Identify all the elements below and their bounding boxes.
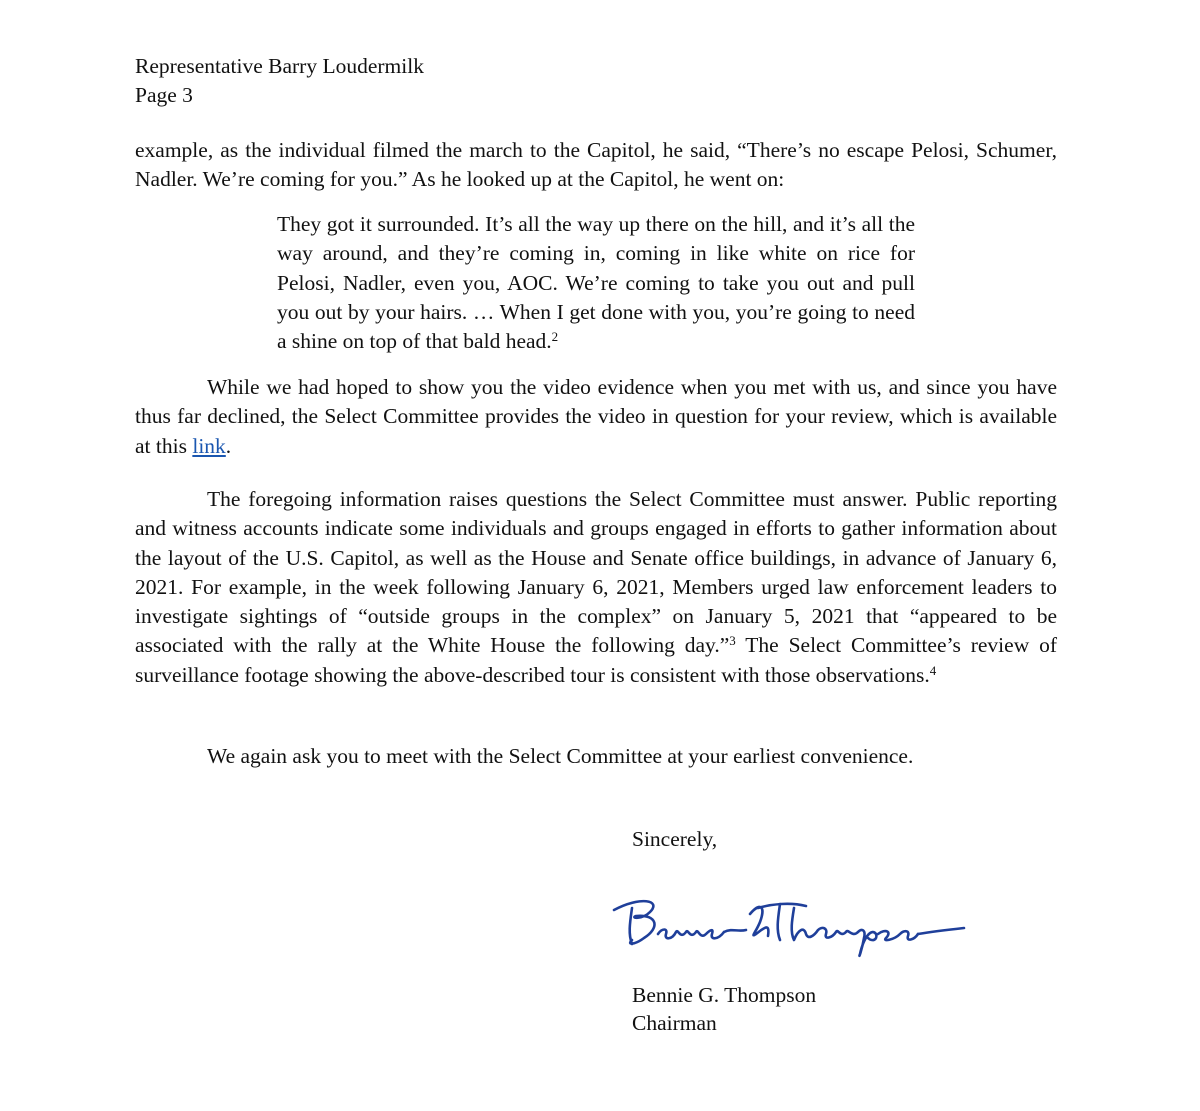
block-quote [277,210,915,356]
paragraph-video-end: . [225,433,232,458]
footnote-marker: 4 [929,662,937,678]
page-number: Page 3 [135,83,193,107]
signature-strokes [614,901,964,956]
block-quote-text: They got it surrounded. It’s all the way up there on the hill, and it’s all the way around, and they’re coming in, coming in like white on rice for Pelosi, Nadler, even you, AOC. We’re coming to take you out and pull you out by your hairs. … When I get done with you, you’re going to need a shine on top of that bald head. [277,212,915,354]
signer-name: Bennie G. Thompson [632,983,817,1007]
closing-salutation: Sincerely, [632,827,718,851]
paragraph-request: We again ask you to meet with the Select Committee at your earliest convenience. [207,744,914,768]
page-header [135,52,424,110]
paragraph-video-text: While we had hoped to show you the video evidence when you met with us, and since you have thus far declined, the Select Committee provides the video in question for your review, which is available at this [135,375,1057,458]
paragraph-intro: example, as the individual filmed the march to the Capitol, he said, “There’s no escape Pelosi, Schumer, Nadler. We’re coming for you.” As he looked up at the Capitol, he went on: [135,138,1057,192]
video-link[interactable]: link [192,433,226,458]
paragraph-foregoing-text: The foregoing information raises questions the Select Committee must answer. Public reporting and witness accounts indicate some individuals and groups engaged in efforts to gather information about the layout of the U.S. Capitol, as well as the House and Senate office buildings, in advance of January 6, 2021. For example, in the week following January 6, 2021, Members urged law enforcement leaders to investigate sightings of “outside groups in the complex” on January 5, 2021 that “appeared to be associated with the rally at the White House the following day.” [135,487,1057,658]
footnote-marker: 3 [729,633,736,649]
handwritten-signature [600,888,980,978]
signature-block [632,981,816,1037]
signer-title: Chairman [632,1011,717,1035]
paragraph-foregoing-text-2: The Select Committee’s review of surveillance footage showing the above-described tour is consistent with those observations. [135,633,1058,687]
footnote-marker: 2 [551,329,559,345]
paragraph-video [135,373,1057,461]
paragraph-foregoing [135,485,1057,690]
recipient-line: Representative Barry Loudermilk [135,54,424,78]
